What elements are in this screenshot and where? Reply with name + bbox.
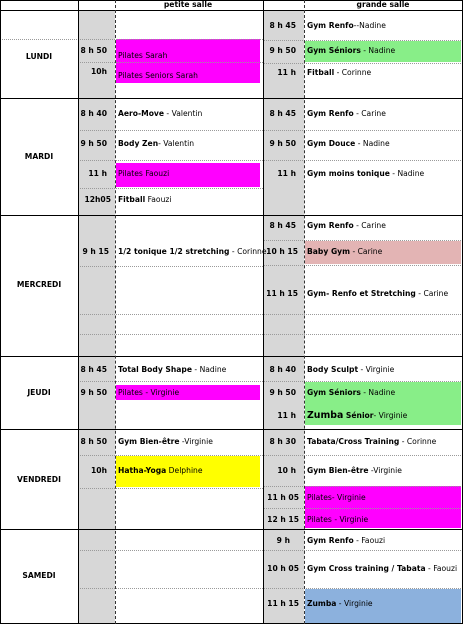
class-name: Total Body Shape [118,365,193,374]
day-border [0,98,463,99]
time-cell: 9 h 50 [269,388,296,397]
row-divider [0,39,263,40]
row-divider [263,455,463,456]
border-right [462,0,463,624]
class-entry [307,514,368,526]
instructor: Sarah [142,51,168,60]
class-name: Pilates [118,169,143,178]
day-mardi: MARDI [24,152,54,161]
instructor: -Virginie [368,466,402,475]
day-lundi: LUNDI [25,52,53,61]
border-left [0,0,1,624]
class-entry [118,364,226,376]
time-cell: 8 h 50 [80,437,107,446]
class-entry [307,410,407,422]
row-divider [78,381,263,382]
row-divider [263,130,463,131]
instructor: Faouzi [145,195,172,204]
class-name: Gym Renfo [307,536,354,545]
class-name: Gym Douce [307,139,356,148]
class-name: Pilates [307,493,332,502]
class-name: Gym Séniors [307,46,361,55]
time-cell: 8 h 30 [269,437,296,446]
row-divider [263,381,463,382]
class-name: Pilates Seniors [118,71,174,80]
class-name: Gym Renfo [307,109,354,118]
border-bottom [0,623,463,624]
class-entry [118,246,267,258]
class-name: Gym moins tonique [307,169,390,178]
day-border [0,429,463,430]
time-cell: 10 h [277,466,296,475]
class-entry [118,138,194,150]
instructor: - Carine [350,247,383,256]
class-entry [118,108,202,120]
class-name: Aero-Move [118,109,165,118]
class-name: Body Sculpt [307,365,359,374]
time-cell: 11 h [277,169,296,178]
class-entry [307,108,386,120]
class-entry [307,465,402,477]
time-cell: 11 h [277,411,296,420]
row-divider [78,130,263,131]
class-entry [118,436,213,448]
time-cell: 10 h 15 [266,247,298,256]
instructor: - Virginie [336,599,373,608]
row-divider [263,508,463,509]
class-entry [307,138,390,150]
class-name: Gym- Renfo et Stretching [307,289,416,298]
time-cell: 11 h [277,68,296,77]
row-divider [263,588,463,589]
instructor: - Virginie [373,411,408,420]
day-border [0,356,463,357]
instructor: - Nadine [360,46,396,55]
class-entry [118,387,179,399]
row-divider [78,550,263,551]
header-petite-salle: petite salle [163,0,213,9]
class-name: Fitball [307,68,335,77]
time-cell: 11 h [88,169,107,178]
time-cell: 11 h 05 [267,493,299,502]
time-cell: 8 h 50 [80,46,107,55]
class-name: Tabata/Cross Training [307,437,400,446]
class-name: Pilates [307,515,332,524]
instructor: - Valentin [158,139,195,148]
class-name: Gym Bien-être [307,466,369,475]
time-cell: 12h05 [84,195,111,204]
instructor: - Valentin [164,109,203,118]
class-name-suffix: Sénior [343,411,374,420]
time-cell: 9 h 50 [80,139,107,148]
time-cell: 9 h 50 [80,388,107,397]
instructor: - Carine [415,289,449,298]
time-cell: 9 h 50 [269,46,296,55]
row-divider [263,314,463,315]
class-name: Gym Bien-être [118,437,180,446]
class-name: Hatha-Yoga [118,466,167,475]
time-cell: 11 h 15 [267,599,299,608]
time-cell: 8 h 45 [269,221,296,230]
class-name: Zumba [307,599,337,608]
class-name: Body Zen [118,139,159,148]
time-column-border [115,0,116,624]
row-divider [263,240,463,241]
class-entry [307,288,448,300]
class-name: Baby Gym [307,247,351,256]
class-entry [307,563,457,575]
row-divider [263,334,463,335]
instructor: --Nadine [353,21,386,30]
instructor: - Virginie [358,365,395,374]
time-cell: 10h [91,67,107,76]
class-name: Fitball [118,195,146,204]
time-cell: 9 h 15 [82,247,109,256]
instructor: - Virginie [142,388,180,397]
instructor: - Corinne [334,68,372,77]
instructor: - Faouzi [353,536,386,545]
instructor: - Virginie [331,515,369,524]
row-divider [263,550,463,551]
time-cell: 9 h [276,536,290,545]
row-divider [263,40,463,41]
row-divider [263,265,463,266]
day-border [0,529,463,530]
instructor: Faouzi [142,169,170,178]
time-cell: 8 h 40 [80,109,107,118]
class-entry [307,364,394,376]
day-mercredi: MERCREDI [16,280,62,289]
room-divider [263,0,264,624]
class-entry [118,50,167,62]
class-name: Pilates [118,51,143,60]
day-border [0,215,463,216]
row-divider [78,314,263,315]
row-divider [263,160,463,161]
instructor: Delphine [166,466,203,475]
instructor: - Nadine [360,388,396,397]
instructor: - Corinne [399,437,437,446]
instructor: - Corinne [229,247,267,256]
row-divider [78,62,263,63]
day-vendredi: VENDREDI [17,475,61,484]
header-grande-salle: grande salle [356,0,410,9]
grande-time-column [263,10,304,624]
time-cell: 10h [91,466,107,475]
time-cell: 8 h 45 [269,109,296,118]
instructor: - Nadine [389,169,425,178]
class-entry [307,168,424,180]
time-cell: 12 h 15 [267,515,299,524]
row-divider [78,188,263,189]
class-entry [307,20,386,32]
class-entry [307,246,382,258]
time-column-border [304,0,305,624]
instructor: - Virginie [331,493,366,502]
instructor: -Virginie [179,437,213,446]
row-divider [78,455,263,456]
class-name: Gym Renfo [307,21,354,30]
instructor: - Carine [353,109,386,118]
class-entry [307,45,395,57]
row-divider [78,160,263,161]
petite-time-column [78,10,115,624]
class-entry [307,535,385,547]
instructor: Sarah [173,71,198,80]
class-name: Gym Cross training / Tabata [307,564,426,573]
day-column-border [78,0,79,624]
time-cell: 8 h 45 [80,365,107,374]
class-name: 1/2 tonique 1/2 stretching [118,247,230,256]
class-entry [118,168,169,180]
class-entry [307,598,373,610]
instructor: - Faouzi [425,564,458,573]
day-samedi: SAMEDI [22,571,56,580]
row-divider [78,488,263,489]
class-entry [307,387,395,399]
class-entry [307,220,386,232]
class-entry [307,492,366,504]
class-name: Gym Séniors [307,388,361,397]
row-divider [78,334,263,335]
row-divider [78,588,263,589]
instructor: - Nadine [192,365,227,374]
time-cell: 10 h 05 [267,564,299,573]
class-entry [118,465,203,477]
class-entry [307,436,436,448]
row-divider [78,266,263,267]
instructor: - Nadine [355,139,390,148]
row-divider [263,486,463,487]
time-cell: 9 h 50 [269,139,296,148]
time-cell: 8 h 40 [269,365,296,374]
time-cell: 8 h 45 [269,21,296,30]
class-name: Pilates [118,388,143,397]
class-entry [307,67,371,79]
instructor: - Carine [353,221,386,230]
row-divider [263,63,463,64]
class-name: Zumba [307,410,344,421]
class-entry [118,70,198,82]
class-entry [118,194,171,206]
class-name: Gym Renfo [307,221,354,230]
day-jeudi: JEUDI [27,388,51,397]
time-cell: 11 h 15 [266,289,298,298]
